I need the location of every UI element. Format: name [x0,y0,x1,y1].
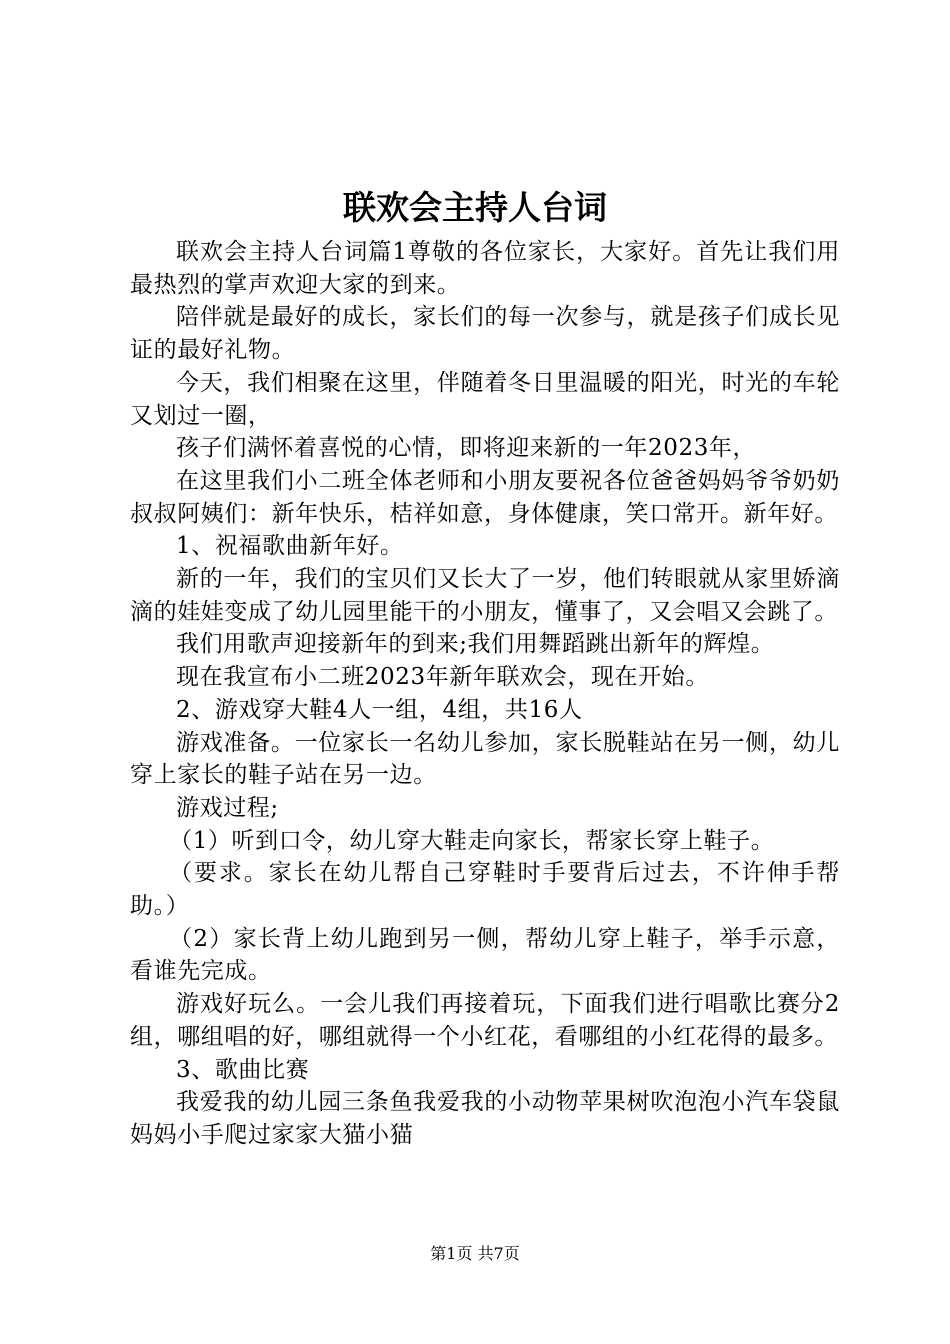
paragraph: 今天，我们相聚在这里，伴随着冬日里温暖的阳光，时光的车轮又划过一圈， [130,369,840,429]
paragraph: 陪伴就是最好的成长，家长们的每一次参与，就是孩子们成长见证的最好礼物。 [130,304,840,364]
paragraph: 我爱我的幼儿园三条鱼我爱我的小动物苹果树吹泡泡小汽车袋鼠妈妈小手爬过家家大猫小猫 [130,1089,840,1148]
paragraph: （1）听到口令，幼儿穿大鞋走向家长，帮家长穿上鞋子。 [169,827,775,854]
paragraph: 我们用歌声迎接新年的到来;我们用舞蹈跳出新年的辉煌。 [176,631,775,658]
paragraph: 游戏好玩么。一会儿我们再接着玩，下面我们进行唱歌比赛分2组，哪组唱的好，哪组就得一个小红花，看哪组的小红花得的最多。 [130,991,840,1050]
section-heading: 3、歌曲比赛 [176,1056,310,1083]
paragraph: （要求。家长在幼儿帮自己穿鞋时手要背后过去，不许伸手帮助。） [130,860,840,920]
paragraph: 联欢会主持人台词篇1尊敬的各位家长，大家好。首先让我们用最热烈的掌声欢迎大家的到来。 [130,239,840,298]
paragraph: 现在我宣布小二班2023年新年联欢会，现在开始。 [176,664,709,691]
paragraph: 新的一年，我们的宝贝们又长大了一岁，他们转眼就从家里娇滴滴的娃娃变成了幼儿园里能干的小朋友，懂事了，又会唱又会跳了。 [130,566,840,625]
document-title: 联欢会主持人台词 [343,188,607,227]
section-heading: 1、祝福歌曲新年好。 [176,533,404,560]
document-body [130,236,840,1152]
page-number-footer: 第1页 共7页 [430,1244,520,1263]
section-heading: 2、游戏穿大鞋4人一组，4组，共16人 [176,696,583,723]
paragraph: （2）家长背上幼儿跑到另一侧，帮幼儿穿上鞋子，举手示意，看谁先完成。 [130,925,840,985]
paragraph: 在这里我们小二班全体老师和小朋友要祝各位爸爸妈妈爷爷奶奶叔叔阿姨们：新年快乐，桔祥如意，身体健康，笑口常开。新年好。 [130,467,840,527]
paragraph: 游戏准备。一位家长一名幼儿参加，家长脱鞋站在另一侧，幼儿穿上家长的鞋子站在另一边。 [130,729,840,789]
paragraph: 孩子们满怀着喜悦的心情，即将迎来新的一年2023年， [176,435,757,462]
paragraph: 游戏过程; [176,794,279,821]
